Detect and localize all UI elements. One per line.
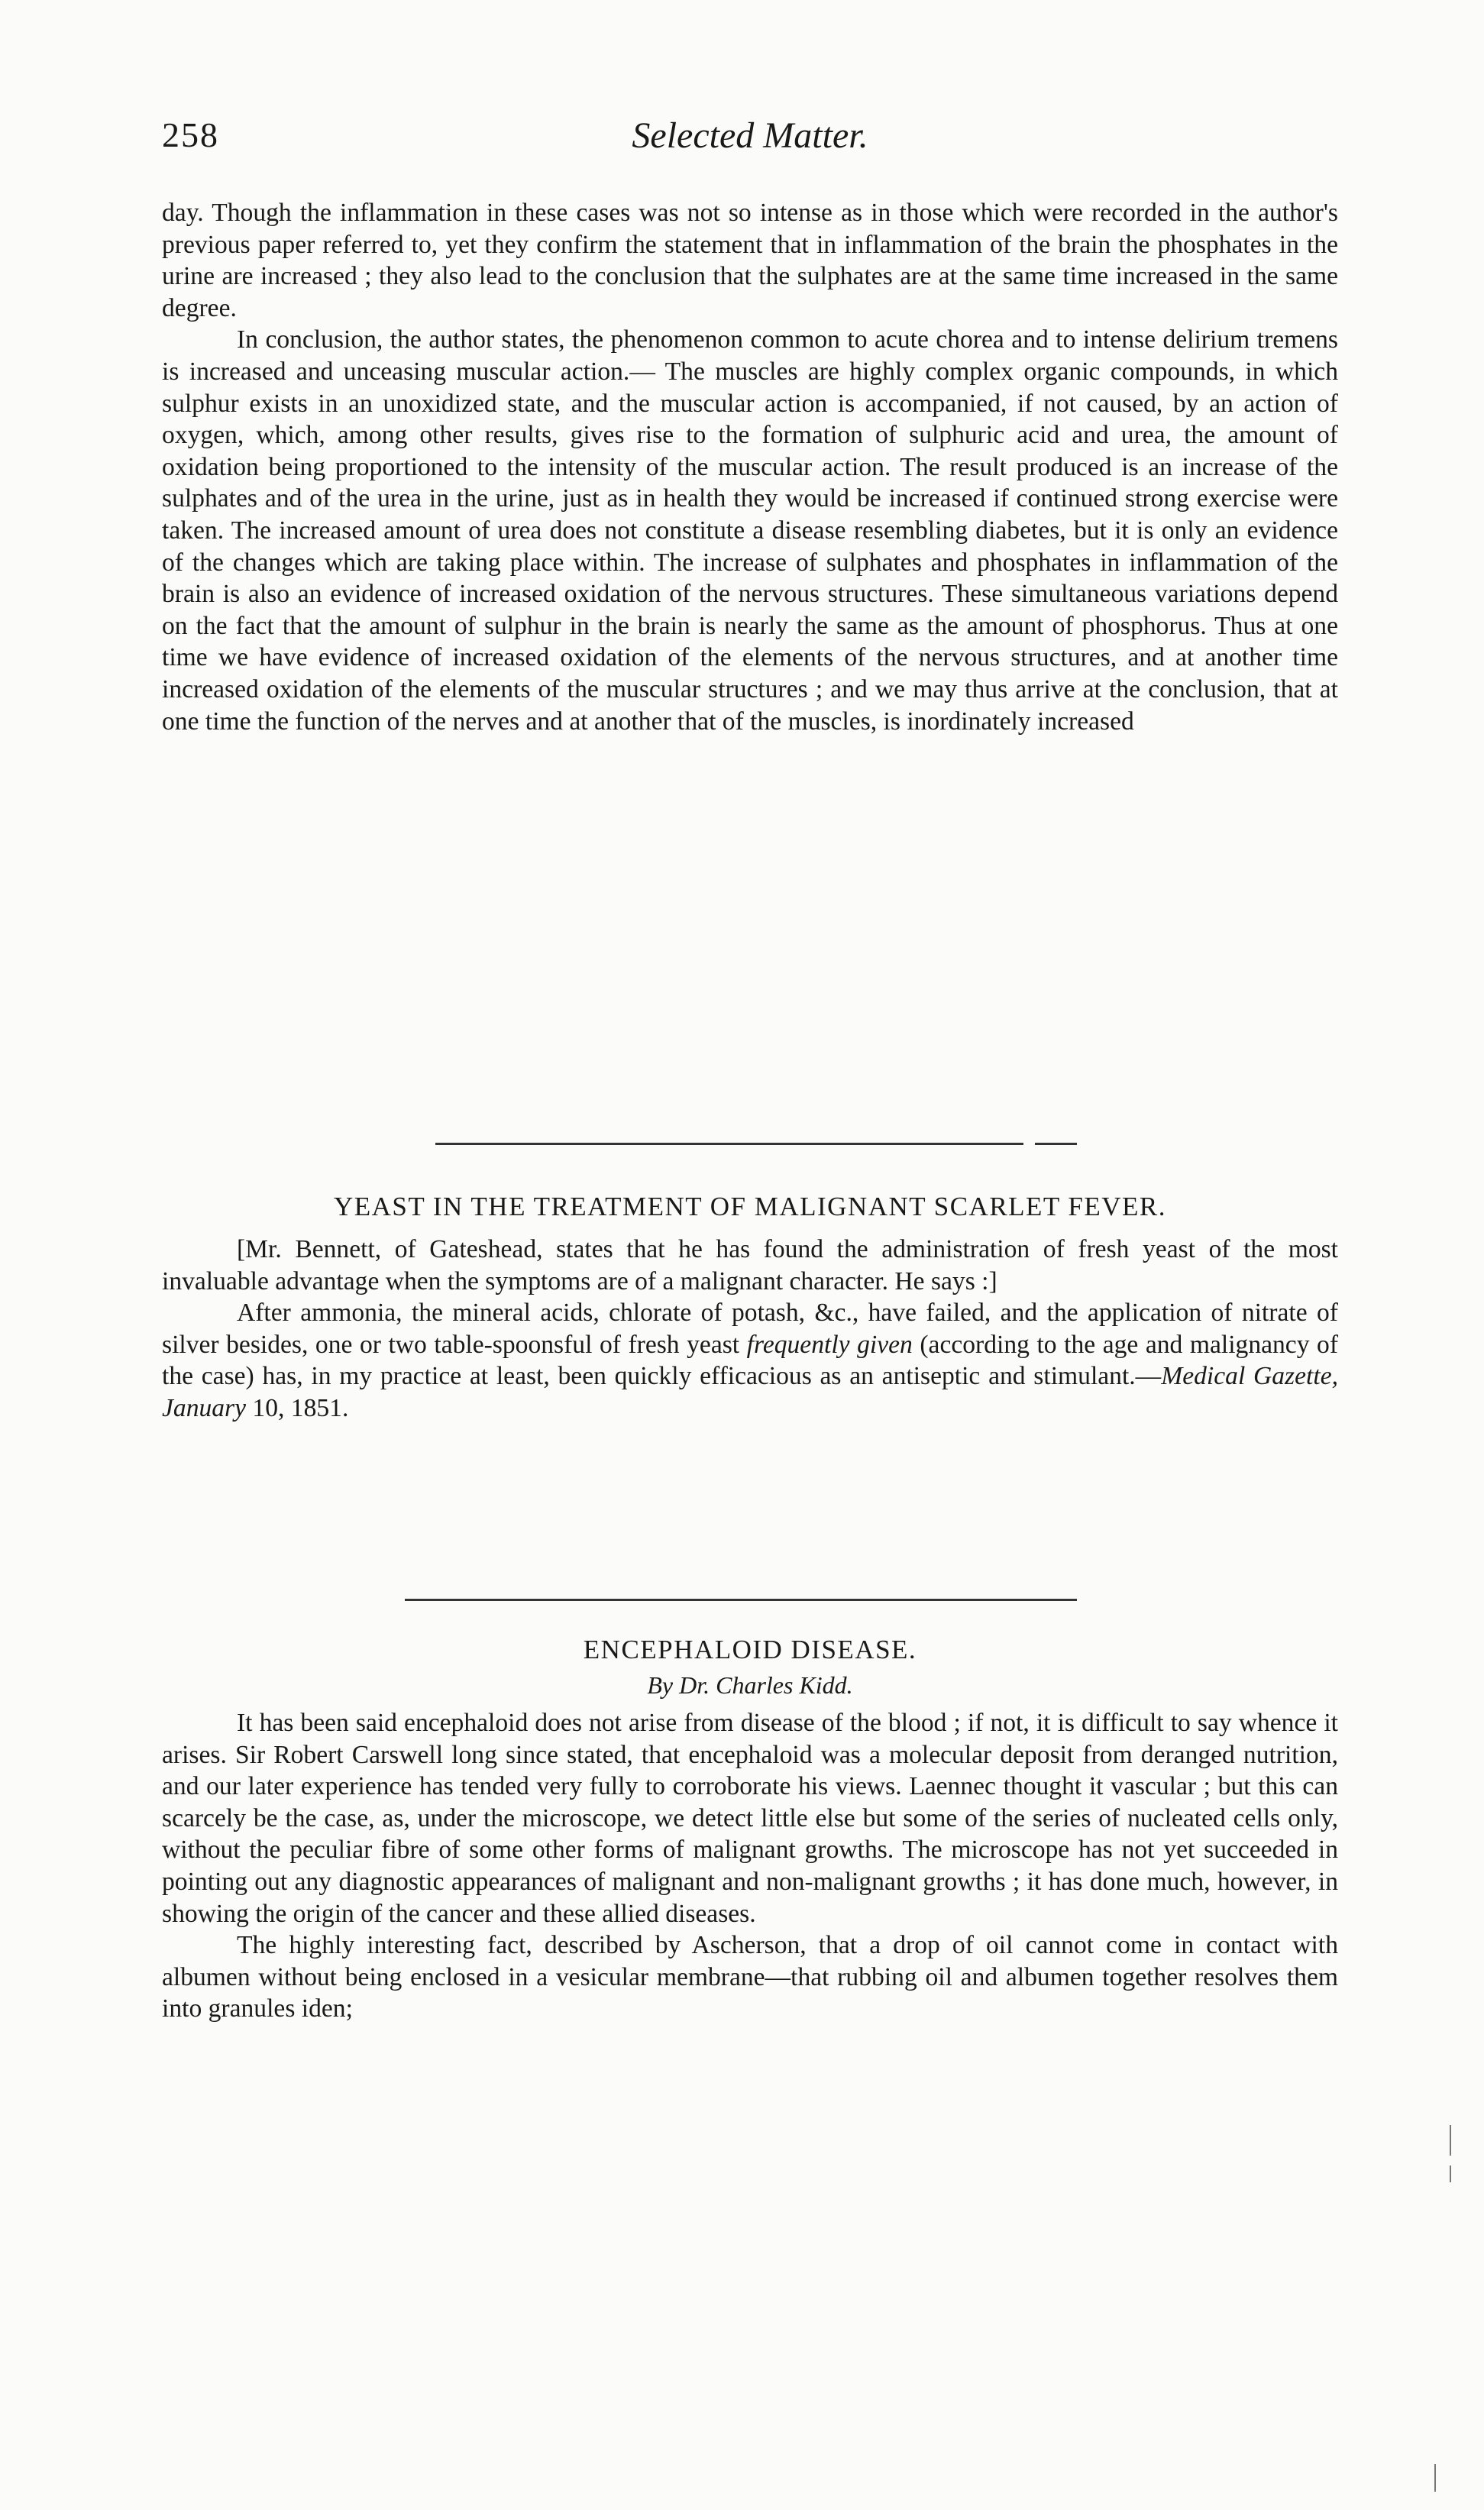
yeast-heading: YEAST IN THE TREATMENT OF MALIGNANT SCARLET FEVER. (333, 1192, 1167, 1221)
intro-paragraph-1: day. Though the inflammation in these cases was not so intense as in those which were recorded in the author's previous paper referred to, yet they confirm the statement that in inflammation of the brain the phosphates in the urine are increased ; they also lead to the conclusion that the sulphates are at the same time increased in the same degree. (162, 199, 1338, 322)
citation-journal: Medical Gazette, January (162, 1362, 1338, 1422)
running-head (162, 115, 1338, 168)
intro-paragraph-2: In conclusion, the author states, the phenomenon common to acute chorea and to intense delirium tremens is increased and unceasing muscular action.— The muscles are highly complex organic compounds, in which sulphur exists in an unoxidized state, and the muscular action is accompanied, if not caused, by an action of oxygen, which, among other results, gives rise to the formation of sulphuric acid and urea, the amount of oxidation being proportioned to the intensity of the muscular action. The result produced is an increase of the sulphates and of the urea in the urine, just as in health they would be increased if continued strong exercise were taken. The increased amount of urea does not constitute a disease resembling diabetes, but it is only an evidence of the changes which are taking place within. The increase of sulphates and phosphates in inflammation of the brain is also an evidence of increased oxidation of the nervous structures. These simultaneous variations depend on the fact that the amount of sulphur in the brain is nearly the same as the amount of phosphorus. Thus at one time we have evidence of increased oxidation of the elements of the nervous structures, and at another time increased oxidation of the elements of the muscular structures ; and we may thus arrive at the conclusion, that at one time the function of the nerves and at another that of the muscles, is inordinately increased (162, 325, 1338, 736)
section-divider (435, 1143, 1023, 1145)
yeast-text-a: After ammonia, the mineral acids, chlorate of potash, &c., have failed, and the application of nitrate of silver besides, one or two table-spoonsful of fresh yeast (162, 1299, 1338, 1359)
yeast-paragraph-1: [Mr. Bennett, of Gateshead, states that he has found the administration of fresh yeast of the most invaluable advantage when the symptoms are of a malignant character. He says :] (162, 1235, 1338, 1295)
page-number: 258 (162, 115, 219, 154)
margin-mark-2 (1450, 2166, 1451, 2182)
citation-date: 10, 1851. (246, 1393, 349, 1422)
yeast-paragraph-2 (162, 1297, 1338, 1424)
yeast-text-b: (according to the age and malignancy of the case) has, in my practice at least, been quickly efficacious as an antiseptic and stimulant.— (162, 1330, 1339, 1391)
encephaloid-paragraph-2: The highly interesting fact, described by Ascherson, that a drop of oil cannot come in contact with albumen without being enclosed in a vesicular membrane—that rubbing oil and albumen together resolves them into granules iden; (162, 1931, 1338, 2023)
encephaloid-byline: By Dr. Charles Kidd. (647, 1671, 853, 1699)
encephaloid-section (162, 1707, 1338, 2025)
section-divider-dash (1035, 1143, 1077, 1145)
intro-section (162, 197, 1338, 737)
running-title: Selected Matter. (632, 115, 868, 156)
margin-mark (1450, 2125, 1451, 2156)
yeast-text-emphasis: frequently given (746, 1330, 913, 1359)
yeast-section (162, 1234, 1338, 1425)
section-divider-2 (405, 1599, 1077, 1601)
encephaloid-paragraph-1: It has been said encephaloid does not arise from disease of the blood ; if not, it is difficult to say whence it arises. Sir Robert Carswell long since stated, that encephaloid was a molecular deposit from deranged nutrition, and our later experience has tended very fully to corroborate his views. Laennec thought it vascular ; but this can scarcely be the case, as, under the microscope, we detect little else but some of the series of nucleated cells only, without the peculiar fibre of some other forms of malignant growths. The microscope has not yet succeeded in pointing out any diagnostic appearances of malignant and non-malignant growths ; it has done much, however, in showing the origin of the cancer and these allied diseases. (162, 1709, 1338, 1928)
encephaloid-heading: ENCEPHALOID DISEASE. (583, 1635, 917, 1664)
margin-mark-3 (1434, 2464, 1436, 2492)
